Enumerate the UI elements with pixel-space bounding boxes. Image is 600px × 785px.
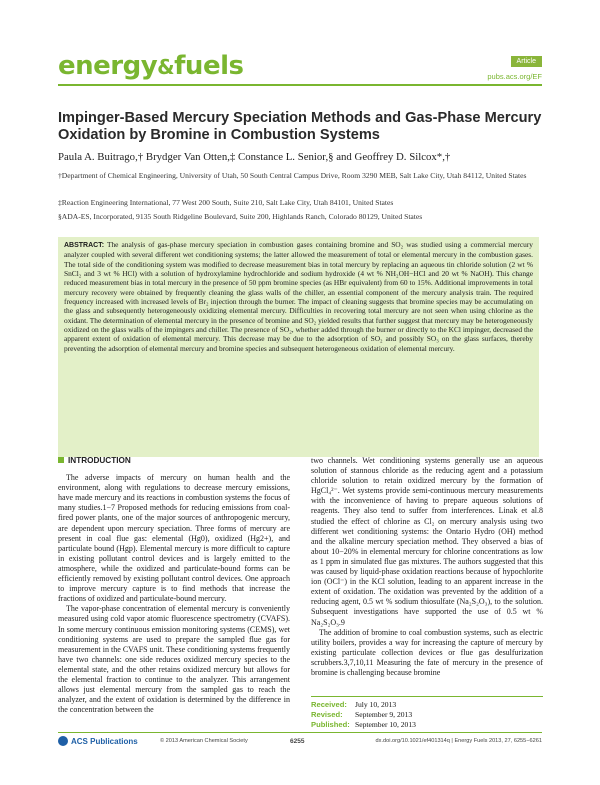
body-paragraph: The addition of bromine to coal combustion systems, such as electric utility boilers, provides a way for increasing the capture of mercury by existing particulate collection devices or flue gas desulfurization scrubbers.3,7,10,11 Measuring the fate of mercury in the presence of bromine is challenging because bromine [311, 627, 543, 677]
publisher-name: ACS Publications [71, 737, 138, 746]
footer-rule [58, 732, 542, 733]
abstract-label: ABSTRACT: [64, 242, 105, 249]
doi-citation[interactable]: dx.doi.org/10.1021/ef401314q | Energy Fuels 2013, 27, 6255−6261 [375, 738, 542, 744]
revised-label: Revised: [311, 710, 343, 719]
page-number: 6255 [290, 738, 305, 745]
header-rule [58, 84, 542, 86]
publication-dates [311, 696, 543, 730]
acs-logo-icon [58, 736, 68, 746]
section-heading-text: INTRODUCTION [68, 456, 131, 465]
abstract-box [58, 237, 539, 457]
affiliation-2: ‡Reaction Engineering International, 77 West 200 South, Suite 210, Salt Lake City, Utah 84101, United States [58, 198, 394, 207]
paper-title: Impinger-Based Mercury Speciation Methods and Gas-Phase Mercury Oxidation by Bromine in Combustion Systems [58, 110, 542, 143]
article-badge: Article [511, 56, 542, 67]
affiliation-3: §ADA-ES, Incorporated, 9135 South Ridgeline Boulevard, Suite 200, Highlands Ranch, Colorado 80129, United States [58, 212, 423, 221]
affiliation-1: †Department of Chemical Engineering, University of Utah, 50 South Central Campus Drive, Room 3290 MEB, Salt Lake City, Utah 84112, United States [58, 171, 527, 180]
revised-date: September 9, 2013 [355, 710, 413, 719]
author-list: Paula A. Buitrago,† Brydger Van Otten,‡ Constance L. Senior,§ and Geoffrey D. Silcox*,† [58, 151, 451, 163]
section-heading [58, 456, 290, 466]
section-marker-icon [58, 457, 64, 463]
published-label: Published: [311, 720, 350, 729]
journal-logo-main: energy [58, 51, 158, 81]
journal-logo-end: fuels [174, 51, 244, 81]
copyright: © 2013 American Chemical Society [160, 738, 248, 744]
body-paragraph: The adverse impacts of mercury on human health and the environment, along with regulations to decrease mercury emissions, have made mercury and its reactions in combustion systems the focus of many studies.1−7 Proposed methods for reducing emissions from coal-fired power plants, one of the major sources of anthropogenic mercury, are dependent upon mercury speciation. Three forms of mercury are present in coal flue gas: elemental (Hg0), oxidized (Hg2+), and particulate bound (Hgp). Elemental mercury is more difficult to capture in existing pollutant control devices and is largely emitted to the atmosphere, while the oxidized and particulate-bound forms can be efficiently removed by existing pollutant control devices. One approach to improve mercury capture is to find methods that increase the fractions of oxidized and particulate-bound mercury. [58, 473, 290, 604]
journal-logo-amp: & [157, 55, 175, 79]
publisher-logo [58, 736, 138, 746]
body-paragraph: two channels. Wet conditioning systems generally use an aqueous solution of stannous chloride as the reducing agent and a potassium chloride solution to retain oxidized mercury by the formation of HgCl₄²⁻. Wet systems provide semi-continuous mercury measurements with the inconvenience of having to prepare aqueous solutions of reagents. They also tend to suffer from interferences. Linak et al.8 studied the effect of chlorine as Cl₂ on mercury analysis using two different wet conditioning systems: the Ontario Hydro (OH) method and the alkaline mercury speciation method. They observed a bias of about 10−20% in elemental mercury for chlorine concentrations as low as 1 ppm in simulated flue gas mixtures. The authors suggested that this was caused by liquid-phase oxidation reactions because of hypochlorite ion (OCl⁻) in the KCl solution, leading to an apparent increase in the extent of oxidation. The oxidation was prevented by the addition of a reducing agent, 0.5 wt % sodium thiosulfate (Na₂S₂O₃), to the solution. Subsequent investigations have supported the use of 0.5 wt % Na₂S₂O₃.9 [311, 456, 543, 627]
journal-url[interactable]: pubs.acs.org/EF [487, 72, 542, 81]
published-date: September 10, 2013 [355, 720, 416, 729]
body-column-right [311, 456, 543, 678]
abstract-text: The analysis of gas-phase mercury speciation in combustion gases containing bromine and SO₂ was studied using a commercial mercury analyzer coupled with several different wet conditioning systems; the latter allowed the measurement of total or elemental mercury in the combustion gases. The total side of the conditioning system was modified to decrease measurement bias in total mercury by replacing an aqueous tin chloride solution (2 wt % SnCl₂ and 3 wt % HCl) with a solution of hydroxylamine hydrochloride and sodium hydroxide (4 wt % NH₂OH−HCl and 20 wt % NaOH). This change reduced measurement bias in total mercury in the presence of 50 ppm bromine species (as HBr equivalent) from 60 to 15%. Additional improvements in total mercury recovery were obtained by frequently cleaning the glass walls of the chiller, an essential component of the mercury analysis train. The required frequency increased with increased levels of Br₂ injection through the burner. The impact of cleaning suggests that bromine species may be accumulating on the glass and subsequently heterogeneously oxidizing elemental mercury. Difficulties in recovering total mercury are not seen when using chlorine as the oxidant. The determination of elemental mercury in the presence of bromine and SO₂ yielded results that further suggest that mercury may be heterogeneously oxidized on the glass walls of the impingers and chiller. The presence of SO₂, whether added through the burner or directly to the KCl impinger, decreased the apparent extent of oxidation of elemental mercury. This decrease may be due to the adsorption of SO₂ and possibly SO₃ on the glass surfaces, thereby preventing the adsorption of elemental mercury and bromine species and subsequent heterogeneous oxidation of elemental mercury. [64, 240, 534, 353]
body-paragraph: The vapor-phase concentration of elemental mercury is conveniently measured using cold vapor atomic fluorescence spectrometry (CVAFS). In some mercury continuous emission monitoring systems (CEMS), wet conditioning systems are used to prepare the sampled flue gas for measurement in the CVAFS unit. These conditioning systems frequently have two channels: one side reduces oxidized mercury species to the elemental state, and the other retains oxidized mercury but allows for the elemental fraction to continue to the analyzer. This arrangement allows just elemental mercury from the sampled gas to reach the analyzer, and the extent of oxidation is determined by the difference in the concentration between the [58, 604, 290, 715]
journal-logo [58, 52, 243, 81]
body-column-left [58, 456, 290, 715]
received-label: Received: [311, 700, 347, 709]
received-date: July 10, 2013 [355, 700, 397, 709]
